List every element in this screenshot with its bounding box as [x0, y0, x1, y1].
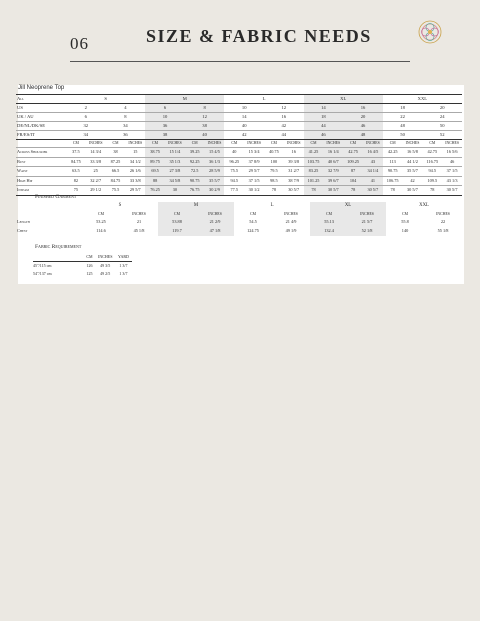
measure-cell: 14 3/4 [86, 148, 106, 158]
measure-cell: 35 5/7 [403, 167, 423, 177]
size-header-row [16, 95, 462, 104]
size-cell: 8 [106, 113, 146, 122]
measure-cell: 78 [422, 186, 442, 196]
garment-cell: 54.5 [249, 219, 257, 225]
garment-cell: 21 2/9 [196, 218, 234, 227]
size-cell: 18 [383, 104, 423, 113]
row-label: High Hip [16, 176, 66, 186]
measure-cell: 42.75 [422, 148, 442, 158]
size-cell: 38 [185, 122, 225, 131]
row-label: Waist [16, 167, 66, 177]
unit-cm: CM [98, 211, 104, 216]
size-header-all: All [16, 95, 66, 104]
garment-cell: 55 1/8 [437, 228, 449, 234]
size-cell: 34 [106, 122, 146, 131]
measure-cell: 77.5 [224, 186, 244, 196]
measure-cell: 29 5/7 [244, 167, 264, 177]
fabric-cell: 49 2/5 [100, 271, 111, 276]
size-cell: 10 [145, 113, 185, 122]
fabric-header-inches: INCHES [98, 254, 113, 259]
size-cell: 34 [66, 131, 106, 140]
measure-cell: 84.75 [106, 176, 126, 186]
measure-row-high-hip [16, 176, 462, 186]
unit-spacer [16, 140, 66, 148]
size-header-xxl: XXL [383, 95, 462, 104]
finished-garment-title: Finished Garment [35, 194, 77, 200]
size-cell: 50 [383, 131, 423, 140]
measure-cell: 78 [304, 186, 324, 196]
page-title: SIZE & FABRIC NEEDS [146, 26, 372, 46]
size-cell: 48 [383, 122, 423, 131]
size-row-de-nl-dk-se [16, 122, 462, 131]
size-cell: 42 [224, 131, 264, 140]
garment-cell: 124.75 [247, 228, 259, 234]
fabric-cell: 1 3/7 [119, 271, 128, 276]
unit-inches: INCHES [284, 140, 304, 148]
measure-cell: 30 5/7 [403, 186, 423, 196]
measure-cell: 16 4/5 [363, 148, 383, 158]
measure-cell: 33 3/8 [125, 176, 145, 186]
fabric-row-137cm [33, 270, 132, 278]
fabric-header-row [33, 253, 132, 262]
measure-cell: 16 5/6 [442, 148, 462, 158]
size-cell: 16 [343, 104, 383, 113]
measure-cell: 92.25 [185, 157, 205, 167]
row-label: Length [17, 219, 30, 225]
measure-row-waist [16, 167, 462, 177]
unit-cm: CM [224, 140, 244, 148]
measure-cell: 103.75 [304, 157, 324, 167]
unit-cm: CM [158, 211, 196, 218]
unit-cm: CM [343, 140, 363, 148]
size-cell: 52 [422, 131, 462, 140]
size-cell: 44 [304, 122, 344, 131]
measure-cell: 39 6/7 [323, 176, 343, 186]
size-cell: 40 [185, 131, 225, 140]
size-header-s: S [66, 95, 145, 104]
measure-cell: 32 7/9 [323, 167, 343, 177]
size-cell: 22 [383, 113, 423, 122]
unit-cm: CM [145, 140, 165, 148]
fabric-cell: 1 3/7 [119, 263, 128, 268]
garment-size-s: S [118, 203, 122, 209]
measure-cell: 109.25 [343, 157, 363, 167]
measure-cell: 42.25 [383, 148, 403, 158]
unit-cm: CM [264, 140, 284, 148]
row-label: Bust [16, 157, 66, 167]
unit-inches: INCHES [196, 211, 234, 218]
measure-cell: 40 6/7 [323, 157, 343, 167]
garment-cell: 55.13 [310, 218, 348, 227]
measure-cell: 69.5 [145, 167, 165, 177]
size-cell: 14 [304, 104, 344, 113]
measure-cell: 72.5 [185, 167, 205, 177]
size-cell: 6 [145, 104, 185, 113]
measure-cell: 113 [383, 157, 403, 167]
size-cell: 20 [343, 113, 383, 122]
unit-cm: CM [66, 140, 86, 148]
header-spacer [33, 253, 83, 262]
finished-garment-table [16, 202, 462, 236]
size-cell: 42 [264, 122, 304, 131]
unit-inches: INCHES [436, 211, 450, 216]
measure-cell: 83.25 [304, 167, 324, 177]
row-label: 54"/137 cm [33, 271, 52, 276]
garment-size-xl: XL [310, 202, 386, 211]
size-cell: 12 [264, 104, 304, 113]
measure-cell: 26 1/6 [125, 167, 145, 177]
size-cell: 16 [264, 113, 304, 122]
row-label: Inseam [16, 186, 66, 196]
measure-cell: 87 [343, 167, 363, 177]
measure-cell: 82 [66, 176, 86, 186]
measure-cell: 78 [264, 186, 284, 196]
measure-cell: 30 5/7 [442, 186, 462, 196]
garment-unit-row [16, 211, 462, 218]
measure-cell: 41.25 [304, 148, 324, 158]
measure-cell: 43 1/3 [442, 176, 462, 186]
header-spacer [16, 202, 82, 211]
size-cell: 12 [185, 113, 225, 122]
size-cell: 50 [422, 122, 462, 131]
measure-cell: 106.75 [383, 176, 403, 186]
unit-inches: INCHES [165, 140, 185, 148]
measure-cell: 27 3/8 [165, 167, 185, 177]
unit-cm: CM [383, 140, 403, 148]
measure-cell: 66.5 [106, 167, 126, 177]
measure-cell: 76.75 [185, 186, 205, 196]
size-cell: 4 [106, 104, 146, 113]
measure-cell: 36 1/3 [205, 157, 225, 167]
row-label: FR/ES/IT [16, 131, 66, 140]
size-cell: 8 [185, 104, 225, 113]
garment-cell: 21 [136, 219, 142, 225]
fabric-cell: 49 3/5 [100, 263, 111, 268]
unit-cm: CM [304, 140, 324, 148]
fabric-header-yard: YARD [118, 254, 129, 259]
product-name: Jill Neoprene Top [18, 85, 65, 91]
unit-cm: CM [106, 140, 126, 148]
measure-cell: 90.75 [383, 167, 403, 177]
title-divider [70, 61, 410, 62]
garment-cell: 21 5/7 [348, 218, 386, 227]
garment-cell: 55.8 [401, 219, 409, 225]
row-label: 45"/115 cm [33, 263, 52, 268]
unit-spacer [16, 211, 82, 218]
measure-cell: 15 1/4 [165, 148, 185, 158]
garment-cell: 140 [401, 228, 409, 234]
size-row-fr-es-it [16, 131, 462, 140]
garment-size-m: M [158, 202, 234, 211]
measure-row-inseam [16, 186, 462, 196]
garment-cell: 119.7 [158, 227, 196, 236]
unit-inches: INCHES [348, 211, 386, 218]
measure-cell: 40.75 [264, 148, 284, 158]
row-label: DE/NL/DK/SE [16, 122, 66, 131]
measure-cell: 38 7/9 [284, 176, 304, 186]
garment-size-xxl: XXL [419, 203, 429, 209]
garment-cell: 49 1/9 [285, 228, 297, 234]
fabric-requirement-title: Fabric Requirement [35, 244, 82, 250]
measure-cell: 30 5/7 [363, 186, 383, 196]
fabric-header-cm: CM [86, 254, 93, 259]
garment-size-l: L [270, 203, 274, 209]
unit-inches: INCHES [132, 211, 146, 216]
measure-cell: 28 5/9 [205, 167, 225, 177]
measure-cell: 42.75 [343, 148, 363, 158]
measure-cell: 39 3/8 [284, 157, 304, 167]
measure-cell: 39.25 [185, 148, 205, 158]
garment-cell: 47 1/8 [196, 227, 234, 236]
size-cell: 44 [264, 131, 304, 140]
measure-cell: 37 1/5 [442, 167, 462, 177]
measure-cell: 38 [106, 148, 126, 158]
fabric-row-115cm [33, 262, 132, 271]
measure-cell: 100 [264, 157, 284, 167]
size-table [16, 94, 462, 196]
unit-inches: INCHES [284, 211, 298, 216]
size-cell: 36 [145, 122, 185, 131]
size-cell: 48 [343, 131, 383, 140]
measure-cell: 43 [363, 157, 383, 167]
measure-cell: 63.5 [66, 167, 86, 177]
measure-cell: 30 5/7 [323, 186, 343, 196]
measure-cell: 37.5 [66, 148, 86, 158]
measure-cell: 89.75 [145, 157, 165, 167]
measure-cell: 84.75 [66, 157, 86, 167]
measure-cell: 30 2/9 [205, 186, 225, 196]
measure-row-bust [16, 157, 462, 167]
garment-cell: 21 4/9 [285, 219, 297, 225]
mandala-logo-icon [418, 20, 442, 44]
measure-cell: 30 5/7 [284, 186, 304, 196]
measure-cell: 35 5/7 [205, 176, 225, 186]
unit-cm: CM [185, 140, 205, 148]
measure-cell: 109.5 [422, 176, 442, 186]
measure-cell: 34 1/4 [363, 167, 383, 177]
measure-cell: 78 [343, 186, 363, 196]
size-cell: 46 [343, 122, 383, 131]
size-cell: 24 [422, 113, 462, 122]
measure-row-across-shoulder [16, 148, 462, 158]
page-number: 06 [70, 34, 89, 53]
size-cell: 14 [224, 113, 264, 122]
unit-cm: CM [310, 211, 348, 218]
garment-size-header-row [16, 202, 462, 211]
garment-cell: 132.4 [310, 227, 348, 236]
measure-cell: 44 1/2 [403, 157, 423, 167]
measure-cell: 15 [125, 148, 145, 158]
measure-cell: 101.25 [304, 176, 324, 186]
size-cell: 38 [145, 131, 185, 140]
measure-cell: 15 4/5 [205, 148, 225, 158]
size-header-l: L [224, 95, 303, 104]
unit-cm: CM [422, 140, 442, 148]
size-cell: 36 [106, 131, 146, 140]
measure-cell: 30 [165, 186, 185, 196]
unit-inches: INCHES [363, 140, 383, 148]
measure-cell: 35 1/3 [165, 157, 185, 167]
measure-cell: 37 1/5 [244, 176, 264, 186]
size-header-m: M [145, 95, 224, 104]
measure-cell: 116.75 [422, 157, 442, 167]
garment-cell: 53.25 [96, 219, 106, 225]
unit-inches: INCHES [125, 140, 145, 148]
unit-inches: INCHES [403, 140, 423, 148]
fabric-cell: 125 [86, 271, 93, 276]
measure-cell: 16 [284, 148, 304, 158]
measure-cell: 25 [86, 167, 106, 177]
row-label: US [16, 104, 66, 113]
measure-cell: 38.75 [145, 148, 165, 158]
measure-cell: 46 [442, 157, 462, 167]
measure-cell: 16 1/4 [323, 148, 343, 158]
row-label: UK / AU [16, 113, 66, 122]
measure-cell: 42 [403, 176, 423, 186]
measure-cell: 31 2/7 [284, 167, 304, 177]
size-cell: 18 [304, 113, 344, 122]
size-row-us [16, 104, 462, 113]
measure-cell: 29 1/2 [86, 186, 106, 196]
measure-cell: 75 [66, 186, 86, 196]
measure-cell: 33 3/8 [86, 157, 106, 167]
measure-cell: 37 8/9 [244, 157, 264, 167]
garment-cell: 53.88 [158, 218, 196, 227]
measure-cell: 94.5 [422, 167, 442, 177]
measure-cell: 78 [383, 186, 403, 196]
unit-inches: INCHES [244, 140, 264, 148]
garment-cell: 114.6 [96, 228, 106, 234]
garment-cell: 52 1/8 [348, 227, 386, 236]
measure-cell: 79.5 [264, 167, 284, 177]
garment-row-chest [16, 227, 462, 236]
unit-inches: INCHES [86, 140, 106, 148]
measure-cell: 76.25 [145, 186, 165, 196]
unit-inches: INCHES [323, 140, 343, 148]
size-cell: 10 [224, 104, 264, 113]
size-cell: 32 [66, 122, 106, 131]
measure-cell: 94.5 [224, 176, 244, 186]
garment-row-length [16, 218, 462, 227]
measure-cell: 32 2/7 [86, 176, 106, 186]
size-row-uk-au [16, 113, 462, 122]
size-cell: 46 [304, 131, 344, 140]
measure-cell: 34 5/8 [165, 176, 185, 186]
unit-cm: CM [402, 211, 408, 216]
fabric-requirement-table [33, 253, 132, 278]
unit-inches: INCHES [205, 140, 225, 148]
measure-cell: 41 [363, 176, 383, 186]
size-cell: 40 [224, 122, 264, 131]
unit-header-row [16, 140, 462, 148]
row-label: Across Shoulder [16, 148, 66, 158]
size-cell: 20 [422, 104, 462, 113]
unit-cm: CM [250, 211, 256, 216]
measure-cell: 88 [145, 176, 165, 186]
size-cell: 2 [66, 104, 106, 113]
garment-cell: 22 [440, 219, 446, 225]
measure-cell: 98.5 [264, 176, 284, 186]
measure-cell: 75.5 [106, 186, 126, 196]
measure-cell: 75.5 [224, 167, 244, 177]
measure-cell: 16 5/8 [403, 148, 423, 158]
measure-cell: 30 1/2 [244, 186, 264, 196]
measure-cell: 87.25 [106, 157, 126, 167]
measure-cell: 104 [343, 176, 363, 186]
measure-cell: 29 5/7 [125, 186, 145, 196]
unit-inches: INCHES [442, 140, 462, 148]
measure-cell: 96.25 [224, 157, 244, 167]
row-label: Chest [17, 228, 28, 234]
measure-cell: 90.75 [185, 176, 205, 186]
size-header-xl: XL [304, 95, 383, 104]
measure-cell: 15 3/4 [244, 148, 264, 158]
measure-cell: 40 [224, 148, 244, 158]
garment-cell: 45 1/8 [133, 228, 145, 234]
size-cell: 6 [66, 113, 106, 122]
fabric-cell: 126 [86, 263, 93, 268]
measure-cell: 34 1/2 [125, 157, 145, 167]
